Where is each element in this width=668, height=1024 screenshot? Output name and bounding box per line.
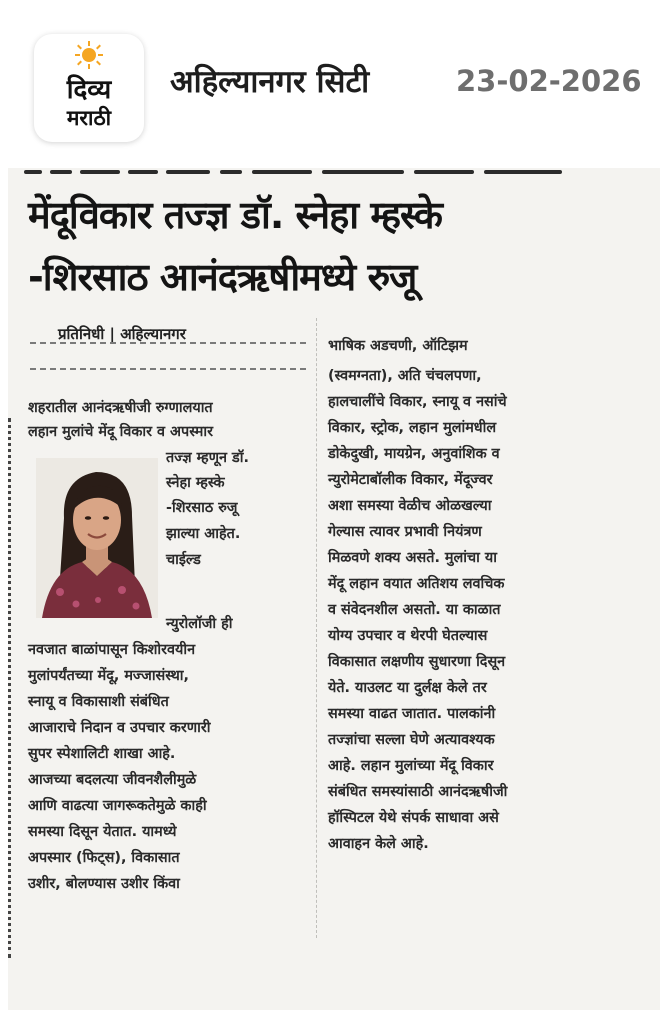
text-line: डोकेदुखी, मायग्रेन, अनुवांशिक व bbox=[328, 446, 500, 462]
text-line: शहरातील आनंदऋषीजी रुग्णालयात bbox=[28, 400, 213, 416]
text-line: हॉस्पिटल येथे संपर्क साधावा असे bbox=[328, 810, 499, 826]
text-line: येते. याउलट या दुर्लक्ष केले तर bbox=[328, 680, 487, 696]
text-line: झाल्या आहेत. bbox=[166, 526, 241, 542]
text-line: तज्ज्ञांचा सल्ला घेणे अत्यावश्यक bbox=[328, 732, 495, 748]
text-line: उशीर, बोलण्यास उशीर किंवा bbox=[28, 876, 180, 892]
text-line: समस्या दिसून येतात. यामध्ये bbox=[28, 824, 177, 840]
text-line: स्नायू व विकासाशी संबंधित bbox=[28, 694, 169, 710]
cut-text-remnant bbox=[24, 168, 564, 176]
text-line: संबंधित समस्यांसाठी आनंदऋषीजी bbox=[328, 784, 508, 800]
text-line: भाषिक अडचणी, ऑटिझम bbox=[328, 338, 468, 354]
text-line: मुलांपर्यंतच्या मेंदू, मज्जासंस्था, bbox=[28, 668, 189, 684]
text-line: विकार, स्ट्रोक, लहान मुलांमधील bbox=[328, 420, 497, 436]
text-line: स्नेहा म्हस्के bbox=[166, 475, 225, 491]
column-divider bbox=[316, 318, 317, 938]
divider bbox=[30, 368, 306, 370]
text-line: मेंदू लहान वयात अतिशय लवचिक bbox=[328, 576, 505, 592]
text-line: योग्य उपचार व थेरपी घेतल्यास bbox=[328, 628, 488, 644]
text-line: गेल्यास त्यावर प्रभावी नियंत्रण bbox=[328, 524, 482, 540]
text-line: चाईल्ड bbox=[166, 552, 201, 568]
divya-marathi-logo[interactable] bbox=[34, 34, 144, 142]
text-line: न्युरोमेटाबॉलीक विकार, मेंदूज्वर bbox=[328, 472, 493, 488]
app-header bbox=[0, 0, 668, 160]
text-line: नवजात बाळांपासून किशोरवयीन bbox=[28, 642, 196, 658]
text-line: विकासात लक्षणीय सुधारणा दिसून bbox=[328, 654, 506, 670]
text-line: आजाराचे निदान व उपचार करणारी bbox=[28, 720, 211, 736]
text-line: सुपर स्पेशालिटी शाखा आहे. bbox=[28, 746, 176, 762]
text-line: हालचालींचे विकार, स्नायू व नसांचे bbox=[328, 394, 507, 410]
text-line: लहान मुलांचे मेंदू विकार व अपस्मार bbox=[28, 424, 214, 440]
edition-date[interactable]: 23-02-2026 bbox=[456, 64, 642, 98]
text-line: तज्ज्ञ म्हणून डॉ. bbox=[166, 450, 249, 466]
byline: प्रतिनिधी | अहिल्यानगर bbox=[58, 325, 186, 343]
headline-line-1: मेंदूविकार तज्ज्ञ डॉ. स्नेहा म्हस्के bbox=[28, 193, 442, 237]
edition-city[interactable]: अहिल्यानगर सिटी bbox=[170, 64, 370, 100]
text-line: आणि वाढत्या जागरूकतेमुळे काही bbox=[28, 798, 207, 814]
divider bbox=[30, 342, 306, 344]
headline-line-2: -शिरसाठ आनंदऋषीमध्ये रुजू bbox=[28, 255, 417, 299]
doctor-portrait-photo bbox=[36, 458, 158, 618]
news-clipping bbox=[8, 168, 660, 1010]
logo-text-marathi: मराठी bbox=[66, 106, 112, 130]
text-line: आहे. लहान मुलांच्या मेंदू विकार bbox=[328, 758, 494, 774]
text-line: मिळवणे शक्य असते. मुलांचा या bbox=[328, 550, 497, 566]
text-line: समस्या वाढत जातात. पालकांनी bbox=[328, 706, 496, 722]
column-edge-remnant bbox=[8, 418, 14, 958]
logo-text-divya: दिव्य bbox=[66, 75, 112, 105]
text-line: (स्वमग्नता), अति चंचलपणा, bbox=[328, 368, 482, 384]
text-line: -शिरसाठ रुजू bbox=[166, 500, 238, 516]
text-line: अशा समस्या वेळीच ओळखल्या bbox=[328, 498, 492, 514]
text-line: आवाहन केले आहे. bbox=[328, 836, 429, 852]
text-line: व संवेदनशील असतो. या काळात bbox=[328, 602, 501, 618]
text-line: आजच्या बदलत्या जीवनशैलीमुळे bbox=[28, 772, 197, 788]
text-line: अपस्मार (फिट्स), विकासात bbox=[28, 850, 180, 866]
sun-icon bbox=[74, 40, 104, 70]
text-line: न्युरोलॉजी ही bbox=[166, 616, 233, 632]
